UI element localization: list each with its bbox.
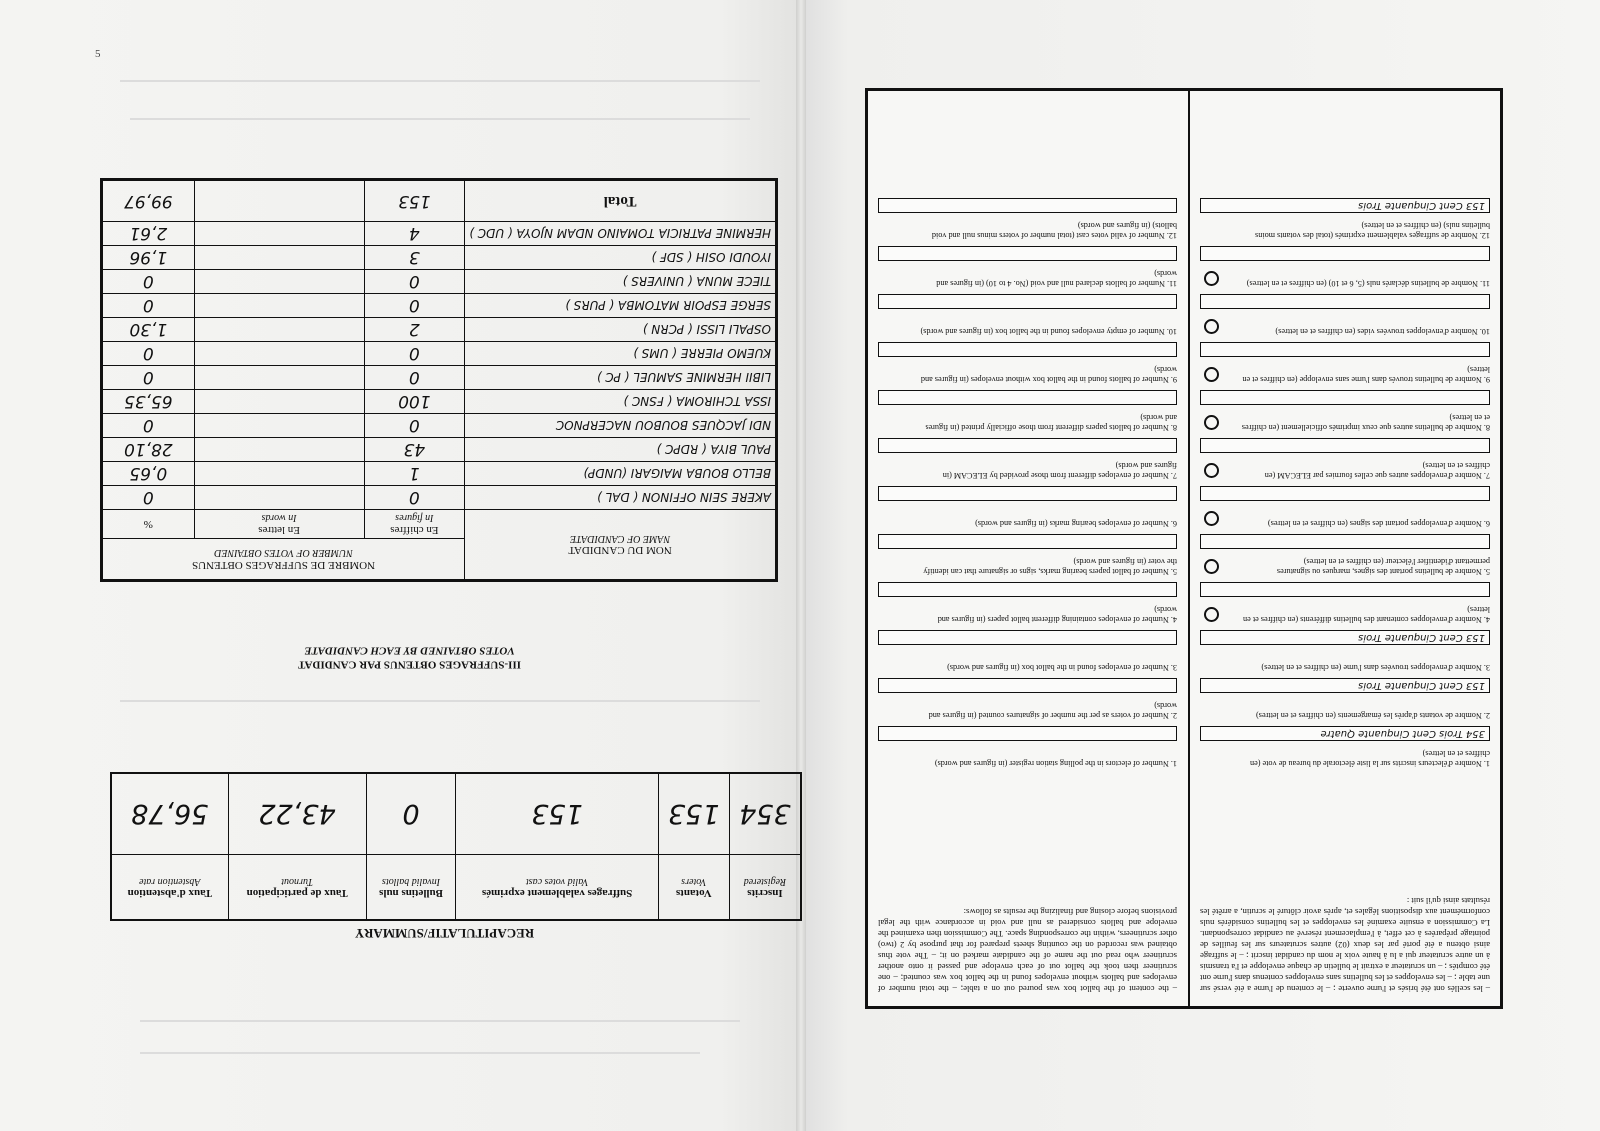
candidate-votes-figures: 2 (364, 318, 465, 342)
minutes-item (1200, 192, 1490, 240)
total-words (194, 180, 364, 222)
handwritten-circle-icon (1204, 511, 1219, 526)
candidates-title-en: VOTES OBTAINED BY EACH CANDIDATE (304, 644, 515, 657)
candidate-row (102, 294, 777, 318)
minutes-item-value-field[interactable] (1200, 246, 1490, 261)
handwritten-circle-icon (1204, 319, 1219, 334)
minutes-item-label: 8. Nombre de bulletins autres que ceux imprimés officiellement (en chiffres et en lettres) (1241, 413, 1490, 432)
candidate-row (102, 366, 777, 390)
minutes-item-value-field[interactable] (878, 630, 1177, 645)
minutes-item (878, 528, 1177, 576)
header-in-figures: En chiffres In figures (364, 510, 465, 539)
handwritten-circle-icon (1204, 367, 1219, 382)
summary-header-voters: Votants Voters (658, 855, 729, 921)
minutes-column-french (1188, 91, 1500, 1006)
minutes-item (878, 624, 1177, 672)
candidate-votes-words (194, 462, 364, 486)
candidate-votes-percent: 0 (102, 294, 195, 318)
minutes-item-value-field[interactable] (1200, 486, 1490, 501)
candidate-name: AKERE SEIN OFFINON ( DAL ) (465, 486, 777, 510)
summary-title: RECAPITULATIF/SUMMARY (355, 926, 535, 941)
minutes-column-english (868, 91, 1187, 1006)
summary-table (110, 772, 802, 921)
minutes-item-value-field[interactable] (878, 534, 1177, 549)
minutes-item-value-field[interactable] (878, 198, 1177, 213)
minutes-item-label: 4. Nombre d'enveloppes contenant des bulletins différents (en chiffres et en lettres) (1243, 605, 1490, 624)
candidate-votes-percent: 0 (102, 414, 195, 438)
summary-registered-value: 354 (729, 773, 801, 855)
summary-header-abstention: Taux d'abstention Abstention rate (111, 855, 228, 921)
minutes-item (1200, 624, 1490, 672)
summary-abstention-value: 56,78 (111, 773, 228, 855)
candidate-row (102, 438, 777, 462)
candidate-votes-figures: 100 (364, 390, 465, 414)
candidate-votes-words (194, 414, 364, 438)
minutes-item (878, 672, 1177, 720)
minutes-item (878, 432, 1177, 480)
handwritten-circle-icon (1204, 607, 1219, 622)
candidate-votes-figures: 43 (364, 438, 465, 462)
candidate-votes-figures: 3 (364, 246, 465, 270)
candidate-name: ISSA TCHIROMA ( FSNC ) (465, 390, 777, 414)
total-percent: 99,97 (102, 180, 195, 222)
candidate-votes-percent: 0 (102, 366, 195, 390)
minutes-item-label: 12. Nombre de suffrages valablement exprimés (total des votants moins bulletins nuls) (en chiffres et en lettres) (1255, 221, 1490, 240)
candidate-name: BELLO BOUBA MAIGARI (UNDP) (465, 462, 777, 486)
minutes-intro-fr: – les scellés ont été brisés et l'urne ouverte ; – le contenu de l'urne a été versé sur une table ; – les enveloppes et les bulletins sans enveloppes contenus dans l'urne ont été comptés ; – un scrutateur a extrait le bulletin de chaque enveloppe et l'a transmis à un autre scrutateur qui a lu à haute voix le nom du candidat inscrit ; – le suffrage ainsi obtenu a été porté par les deux (02) autres scrutateurs sur les feuilles de pointage préparées à cet effet, à l'emplacement réservé au candidat correspondant. La Commission a ensuite examiné les enveloppes et les bulletins considérés nuls conformément aux dispositions légales et, après avoir clôturé le scrutin, a arrêté les résultats ainsi qu'il suit : (1200, 896, 1490, 994)
minutes-item (878, 240, 1177, 288)
minutes-item (1200, 528, 1490, 576)
minutes-item-label: 5. Nombre de bulletins portant des signes, marques ou signatures permettant d'identifier l'électeur (en chiffres et en lettres) (1276, 557, 1490, 576)
minutes-item (878, 336, 1177, 384)
minutes-item-label: 2. Number of voters as per the number of signatures counted (in figures and words) (928, 701, 1177, 720)
candidate-name: SERGE ESPOIR MATOMBA ( PURS ) (465, 294, 777, 318)
minutes-item-label: 7. Nombre d'enveloppes autres que celles fournies par ELECAM (en chiffres et en lettres) (1264, 461, 1490, 480)
candidate-votes-percent: 0 (102, 270, 195, 294)
candidate-votes-percent: 0,65 (102, 462, 195, 486)
candidate-row (102, 342, 777, 366)
header-percent: % (102, 510, 195, 539)
candidates-table-block (100, 178, 778, 582)
candidate-votes-words (194, 294, 364, 318)
minutes-item-label: 2. Nombre de votants d'après les émargements (en chiffres et en lettres) (1256, 711, 1490, 720)
candidate-name: IYOUDI OSIH ( SDF ) (465, 246, 777, 270)
candidate-votes-words (194, 318, 364, 342)
handwritten-circle-icon (1204, 463, 1219, 478)
candidate-votes-figures: 0 (364, 270, 465, 294)
candidate-votes-percent: 0 (102, 486, 195, 510)
candidate-votes-words (194, 270, 364, 294)
minutes-item-label: 1. Nombre d'électeurs inscrits sur la liste électorale du bureau de vote (en chiffres et en lettres) (1250, 749, 1490, 768)
summary-table-block (110, 772, 802, 921)
summary-header-row (111, 855, 801, 921)
candidate-votes-figures: 0 (364, 342, 465, 366)
minutes-item-label: 11. Number of ballots declared null and void (No. 4 to 10) (in figures and words) (936, 269, 1177, 288)
candidate-votes-words (194, 342, 364, 366)
minutes-item-label: 11. Nombre de bulletins déclarés nuls (5, 6 et 10) (en chiffres et en lettres) (1246, 279, 1490, 288)
summary-value-row (111, 773, 801, 855)
candidate-votes-percent: 1,30 (102, 318, 195, 342)
minutes-item (1200, 336, 1490, 384)
minutes-item-label: 9. Number of ballots found in the ballot box without envelopes (in figures and words) (920, 365, 1177, 384)
minutes-item-label: 10. Nombre d'enveloppes trouvées vides (en chiffres et en lettres) (1275, 327, 1490, 336)
handwritten-circle-icon (1204, 271, 1219, 286)
candidates-title-fr: III-SUFFRAGES OBTENUS PAR CANDIDAT (298, 658, 521, 671)
candidates-title (298, 643, 521, 672)
minutes-item-value-field[interactable]: 153 Cent Cinquante Trois (1200, 198, 1490, 213)
minutes-item-label: 9. Nombre de bulletins trouvés dans l'urne sans enveloppe (en chiffres et en lettres) (1242, 365, 1490, 384)
minutes-item (1200, 720, 1490, 768)
minutes-item-label: 6. Nombre d'enveloppes portant des signes (en chiffres et en lettres) (1267, 519, 1490, 528)
candidates-total-row (102, 180, 777, 222)
minutes-item (1200, 288, 1490, 336)
minutes-item-value-field[interactable] (878, 678, 1177, 693)
minutes-form (865, 88, 1503, 1009)
minutes-item (878, 384, 1177, 432)
minutes-item (1200, 576, 1490, 624)
minutes-item (878, 480, 1177, 528)
candidate-votes-percent: 0 (102, 342, 195, 366)
candidate-name: LIBII HERMINE SAMUEL ( PC ) (465, 366, 777, 390)
minutes-item-label: 4. Number of envelopes containing different ballot papers (in figures and words) (937, 605, 1177, 624)
minutes-item-label: 8. Number of ballots papers different from those officially printed (in figures and words) (925, 413, 1177, 432)
bleed-through-line (140, 1052, 700, 1054)
minutes-item-label: 3. Nombre d'enveloppes trouvées dans l'urne (en chiffres et en lettres) (1261, 663, 1490, 672)
minutes-item-value-field[interactable] (878, 582, 1177, 597)
total-label: Total (465, 180, 777, 222)
candidate-votes-words (194, 222, 364, 246)
minutes-item (1200, 432, 1490, 480)
candidate-votes-percent: 65,35 (102, 390, 195, 414)
candidate-votes-figures: 0 (364, 414, 465, 438)
minutes-item (878, 720, 1177, 768)
minutes-item-label: 12. Number of valid votes cast (total number of voters minus null and void ballots) (in figures and words) (931, 221, 1177, 240)
minutes-item-label: 7. Number of envelopes different from those provided by ELECAM (in figures and words) (942, 461, 1177, 480)
minutes-item-value-field[interactable] (878, 246, 1177, 261)
candidate-votes-words (194, 366, 364, 390)
minutes-item-value-field[interactable] (878, 342, 1177, 357)
minutes-item (1200, 384, 1490, 432)
candidate-row (102, 486, 777, 510)
minutes-item-value-field[interactable] (878, 486, 1177, 501)
candidate-name: HERMINE PATRICIA TOMAINO NDAM NJOYA ( UDC ) (465, 222, 777, 246)
candidate-name: KUEMO PIERRE ( UMS ) (465, 342, 777, 366)
bleed-through-line (120, 700, 760, 702)
book-spine (796, 0, 806, 1131)
candidate-votes-figures: 0 (364, 486, 465, 510)
minutes-item-label: 6. Number of envelopes bearing marks (in figures and words) (975, 519, 1177, 528)
minutes-items-en (878, 192, 1177, 768)
candidate-row (102, 414, 777, 438)
minutes-item-value-field[interactable]: 354 Trois Cent Cinquante Quatre (1200, 726, 1490, 741)
candidate-row (102, 222, 777, 246)
summary-header-turnout: Taux de participation Turnout (228, 855, 366, 921)
handwritten-circle-icon (1204, 415, 1219, 430)
minutes-item-value-field[interactable] (878, 390, 1177, 405)
summary-invalid-value: 0 (366, 773, 456, 855)
header-candidate-name: NOM DU CANDIDAT NAME OF CANDIDATE (465, 510, 777, 581)
minutes-item-value-field[interactable]: 153 Cent Cinquante Trois (1200, 630, 1490, 645)
candidate-votes-figures: 0 (364, 366, 465, 390)
minutes-item-value-field[interactable] (878, 726, 1177, 741)
candidate-votes-words (194, 390, 364, 414)
candidate-row (102, 270, 777, 294)
candidate-votes-words (194, 438, 364, 462)
summary-valid-value: 153 (456, 773, 658, 855)
summary-voters-value: 153 (658, 773, 729, 855)
candidate-name: NDI JACQUES BOUBOU NACERPNOC (465, 414, 777, 438)
minutes-item-value-field[interactable] (1200, 534, 1490, 549)
minutes-item (1200, 480, 1490, 528)
minutes-item (878, 288, 1177, 336)
summary-header-invalid: Bulletins nuls Invalid ballots (366, 855, 456, 921)
minutes-item-value-field[interactable] (1200, 438, 1490, 453)
minutes-item (878, 192, 1177, 240)
candidates-header-row (102, 539, 777, 581)
bleed-through-line (120, 80, 760, 82)
summary-turnout-value: 43,22 (228, 773, 366, 855)
header-in-words: En lettres In words (194, 510, 364, 539)
minutes-item-label: 10. Number of empty envelopes found in the ballot box (in figures and words) (920, 327, 1177, 336)
candidate-name: TIECE MUNA ( UNIVERS ) (465, 270, 777, 294)
summary-header-registered: Inscrits Registered (729, 855, 801, 921)
candidate-votes-words (194, 246, 364, 270)
candidates-table (100, 178, 778, 582)
summary-header-valid: Suffrages valablement exprimés Valid votes cast (456, 855, 658, 921)
candidate-votes-figures: 0 (364, 294, 465, 318)
minutes-item (1200, 672, 1490, 720)
candidate-votes-percent: 28,10 (102, 438, 195, 462)
candidate-row (102, 318, 777, 342)
minutes-item-label: 3. Number of envelopes found in the ballot box (in figures and words) (947, 663, 1177, 672)
candidate-row (102, 246, 777, 270)
minutes-item-label: 5. Number of ballot papers bearing marks, signs or signature that can identify the voter (in figures and words) (923, 557, 1177, 576)
candidate-votes-percent: 2,61 (102, 222, 195, 246)
minutes-items-fr (1200, 192, 1490, 768)
total-figures: 153 (364, 180, 465, 222)
candidate-votes-percent: 1,96 (102, 246, 195, 270)
handwritten-circle-icon (1204, 559, 1219, 574)
candidate-votes-figures: 1 (364, 462, 465, 486)
minutes-item-value-field[interactable] (1200, 582, 1490, 597)
minutes-item-value-field[interactable] (878, 438, 1177, 453)
minutes-item-value-field[interactable] (1200, 390, 1490, 405)
minutes-item-value-field[interactable] (878, 294, 1177, 309)
minutes-item-value-field[interactable] (1200, 294, 1490, 309)
candidate-name: OSPALI LISSI ( PCRN ) (465, 318, 777, 342)
candidate-name: PAUL BIYA ( RDPC ) (465, 438, 777, 462)
candidate-row (102, 390, 777, 414)
minutes-intro-en: – the content of the ballot box was poured out on a table; – the total number of envelopes and ballots without envelopes found in the ballot box was counted; – one scrutineer then took the ballot out of each envelope and passed it onto another scrutineer who read out the name of the candidate marked on it; – The vote thus obtained was recorded on the counting sheets prepared for that purpose by 2 (two) other scrutineers, within the corresponding space. The Commission then examined the envelope and ballots considered as null and void in accordance with the legal provisions before closing and finalizing the results as follows: (878, 907, 1177, 994)
minutes-item-label: 1. Number of electors in the polling station register (in figures and words) (934, 759, 1177, 768)
bleed-through-line (130, 118, 750, 120)
minutes-item (1200, 240, 1490, 288)
candidate-votes-words (194, 486, 364, 510)
minutes-item-value-field[interactable] (1200, 342, 1490, 357)
candidate-row (102, 462, 777, 486)
minutes-item (878, 576, 1177, 624)
candidate-votes-figures: 4 (364, 222, 465, 246)
page-marker: 5 (95, 48, 101, 60)
minutes-item-value-field[interactable]: 153 Cent Cinquante Trois (1200, 678, 1490, 693)
bleed-through-line (140, 1020, 740, 1022)
header-votes-obtained: NOMBRE DE SUFFRAGES OBTENUS NUMBER OF VOTES OBTAINED (102, 539, 465, 581)
